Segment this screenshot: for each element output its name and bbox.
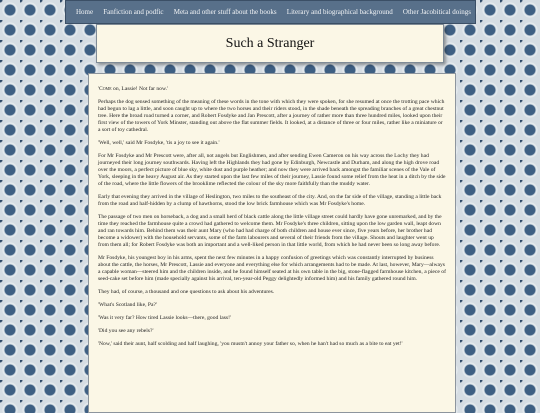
nav-item-literary[interactable]: Literary and biographical background bbox=[286, 8, 393, 16]
story-paragraph: 'Was it very far? How tired Lassie looks—there, good lass!' bbox=[98, 315, 231, 321]
top-navigation bbox=[65, 0, 476, 24]
page-title: Such a Stranger bbox=[225, 35, 315, 51]
story-paragraph: They had, of course, a thousand and one questions to ask about his adventures. bbox=[98, 289, 275, 295]
story-paragraph: 'Well, well,' said Mr Fosdyke, 'tis a joy to see it again.' bbox=[98, 140, 220, 146]
story-paragraph: Mr Fosdyke, his youngest boy in his arms, spent the next few minutes in a happy confusion of greetings which was constantly interrupted by business about the cattle, the horses, Mr Prescott, Lassie and everyone and everything else for which arrangements had to be made. At last, however, Mary—always a capable woman—steered him and the children inside, and he found himself seated at his own table in the big, stone-flagged farmhouse kitchen, a piece of seed-cake set before him (made specially against his arrival, ten-year-old Peggy delightedly informed him) and his family gathered round him. bbox=[98, 255, 446, 282]
title-banner bbox=[96, 24, 444, 63]
story-paragraph: The passage of two men on horseback, a dog and a small herd of black cattle along the little village street could hardly have gone unremarked, and by the time they reached the farmhouse quite a crowd had gathered to welcome them. Mr Fosdyke's three children, sitting upon the low garden wall, leapt down and ran towards him. Behind them was their aunt Mary (who had had charge of both children and house ever since, five years before, her brother had become a widower) with the household servants, some of the farm labourers and several of their friends from the village. Shouts and laughter went up from them all; for Robert Fosdyke was both an important and a well-liked person in that little world, from which he had never been so long away before. bbox=[98, 214, 442, 248]
nav-item-meta[interactable]: Meta and other stuff about the books bbox=[173, 8, 277, 16]
nav-item-jacobitical[interactable]: Other Jacobitical doings bbox=[402, 8, 471, 16]
story-paragraph: For Mr Fosdyke and Mr Prescott were, after all, not angels but Englishmen, and after sending Ewen Cameron on his way across the Lochy they had journeyed their long journey southwards. Having left the Highlands they had gone by Edinburgh, Newcastle and Durham, and along the high drove road over the moors, a perfect picture of blue sky, white dust and purple heather; and now they were arrived back amongst the familiar scenes of the Vale of York, sleeping in the heavy August air. As they started upon the last few miles of their journey, Lassie found some relief from the heat in a ditch by the side of the road, where the little flowers of the brooklime reflected the colour of the sky more faithfully than the muddy water. bbox=[98, 153, 446, 187]
story-paragraph: Perhaps the dog sensed something of the meaning of these words in the tone with which they were spoken, for she resumed at once the trotting pace which had begun to lag a little, and soon caught up to where the two horses and their riders stood, in the shade beneath the spreading branches of a great chestnut tree. Here the broad road turned a corner, and Robert Fosdyke and Jan Prescott, after a journey of rather more than three hundred miles, looked upon their first view of the towers of York Minster, standing out above the flat summer fields. It looked, at a distance of three or four miles, rather like a miniature or a sort of toy cathedral. bbox=[98, 99, 445, 133]
nav-item-home[interactable]: Home bbox=[76, 8, 94, 16]
story-opening-word: Come bbox=[99, 86, 112, 92]
story-paragraph: 'Did you see any rebels?' bbox=[98, 328, 154, 334]
story-paragraph: Early that evening they arrived in the village of Heslington, two miles to the southeast of the city. And, on the far side of the village, standing a little back from the road and half-hidden by a clump of hawthorns, stood the low brick farmhouse which was Mr Fosdyke's home. bbox=[98, 194, 442, 207]
story-opening-paragraph: 'Come on, Lassie! Not far now.' bbox=[98, 86, 169, 92]
nav-item-fanfiction[interactable]: Fanfiction and podfic bbox=[103, 8, 164, 16]
story-content bbox=[88, 73, 456, 413]
story-paragraph: 'What's Scotland like, Pa?' bbox=[98, 302, 157, 308]
story-opening-rest: on, Lassie! Not far now.' bbox=[111, 86, 169, 92]
story-paragraph: 'Now,' said their aunt, half scolding and half laughing, 'you mustn't annoy your father so, when he han't had so much as a bite to eat yet!' bbox=[98, 341, 403, 347]
